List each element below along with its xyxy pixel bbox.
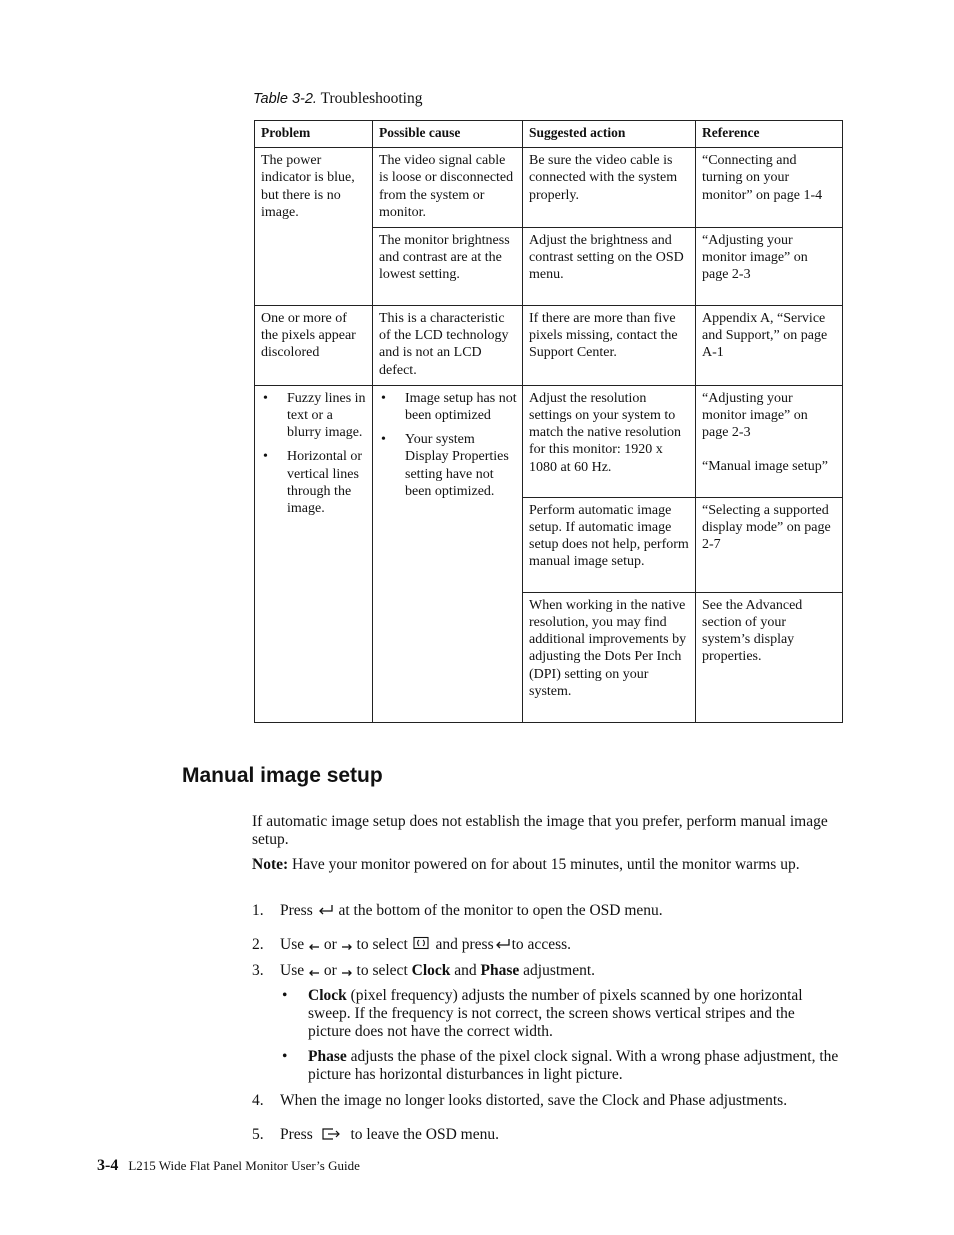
phase-bullet-term: Phase — [308, 1048, 347, 1065]
header-reference: Reference — [696, 121, 843, 148]
table-row — [255, 385, 843, 497]
header-possible-cause: Possible cause — [373, 121, 523, 148]
step-number: 3. — [252, 962, 264, 979]
reference-cell: “Connecting and turning on your monitor” on page 1-4 — [696, 148, 843, 228]
clock-bullet-term: Clock — [308, 987, 347, 1004]
reference-cell: “Adjusting your monitor image” on page 2-3 — [696, 228, 843, 306]
cause-list — [379, 390, 517, 500]
table-caption-text: Troubleshooting — [320, 90, 423, 107]
troubleshooting-table — [254, 120, 843, 723]
step-number: 5. — [252, 1126, 264, 1143]
table-row — [255, 306, 843, 386]
table-row — [255, 148, 843, 228]
enter-icon — [494, 937, 512, 956]
reference-cell: Appendix A, “Service and Support,” on page A-1 — [696, 306, 843, 386]
step-text: Press — [280, 1126, 313, 1143]
reference-cell: “Selecting a supported display mode” on page 2-7 — [696, 497, 843, 592]
clock-bullet-text: (pixel frequency) adjusts the number of pixels scanned by one horizontal sweep. If the frequency is not correct, the screen shows vertical stripes and the picture does not have the correct width. — [308, 987, 803, 1040]
step-text: Use — [280, 962, 305, 979]
cause-cell: This is a characteristic of the LCD technology and is not an LCD defect. — [373, 306, 523, 386]
step-text: to select — [356, 962, 408, 979]
problem-cell — [255, 385, 373, 722]
right-arrow-icon — [341, 938, 353, 956]
phase-bullet-text: adjusts the phase of the pixel clock signal. With a wrong phase adjustment, the picture has horizontal disturbances in light picture. — [308, 1048, 839, 1083]
step-text: at the bottom of the monitor to open the OSD menu. — [338, 902, 663, 919]
table-caption — [253, 90, 423, 108]
action-cell: When working in the native resolution, you may find additional improvements by adjusting the Dots Per Inch (DPI) setting on your system. — [523, 592, 696, 722]
reference-text: “Adjusting your monitor image” on page 2-3 — [702, 390, 808, 441]
step-number: 2. — [252, 936, 264, 953]
phase-term: Phase — [480, 962, 520, 979]
table-header-row — [255, 121, 843, 148]
problem-cell: One or more of the pixels appear discolored — [255, 306, 373, 386]
reference-cell: See the Advanced section of your system’s display properties. — [696, 592, 843, 722]
clock-term: Clock — [411, 962, 451, 979]
list-item: • Your system Display Properties setting have not been optimized. — [379, 431, 517, 500]
exit-icon — [321, 1127, 343, 1146]
note-label: Note: — [252, 856, 289, 873]
step-text: to access. — [511, 936, 572, 953]
cause-cell — [373, 385, 523, 722]
step-text: or — [323, 962, 337, 979]
image-setup-icon — [412, 936, 432, 956]
step-text: to select — [356, 936, 408, 953]
left-arrow-icon — [308, 964, 320, 982]
problem-list — [261, 390, 367, 517]
step-text: to leave the OSD menu. — [350, 1126, 499, 1143]
step-text: or — [323, 936, 337, 953]
page-number: 3-4 — [97, 1157, 119, 1174]
intro-paragraph: If automatic image setup does not establish the image that you prefer, perform manual image setup. — [252, 813, 828, 848]
step-number: 4. — [252, 1092, 264, 1109]
action-cell: Adjust the brightness and contrast setting on the OSD menu. — [523, 228, 696, 306]
header-suggested-action: Suggested action — [523, 121, 696, 148]
problem-cell: The power indicator is blue, but there is no image. — [255, 148, 373, 306]
list-item: • Horizontal or vertical lines through the image. — [261, 448, 367, 517]
list-item: • Image setup has not been optimized — [379, 390, 517, 424]
step-number: 1. — [252, 902, 264, 919]
action-cell: Adjust the resolution settings on your system to match the native resolution for this monitor: 1920 x 1080 at 60 Hz. — [523, 385, 696, 497]
left-arrow-icon — [308, 938, 320, 956]
page-footer — [97, 1157, 360, 1175]
step-text: and — [454, 962, 477, 979]
action-cell: Be sure the video cable is connected with the system properly. — [523, 148, 696, 228]
header-problem: Problem — [255, 121, 373, 148]
table-caption-label: Table 3-2. — [253, 91, 317, 107]
reference-text: “Manual image setup” — [702, 459, 828, 475]
cause-cell: The video signal cable is loose or disconnected from the system or monitor. — [373, 148, 523, 228]
note-paragraph — [252, 856, 847, 874]
section-heading: Manual image setup — [182, 764, 383, 787]
step-text: and press — [435, 936, 494, 953]
step-text: Press — [280, 902, 313, 919]
right-arrow-icon — [341, 964, 353, 982]
step-text: Use — [280, 936, 305, 953]
list-item: • Fuzzy lines in text or a blurry image. — [261, 390, 367, 442]
action-cell: Perform automatic image setup. If automatic image setup does not help, perform manual image setup. — [523, 497, 696, 592]
cause-cell: The monitor brightness and contrast are at the lowest setting. — [373, 228, 523, 306]
enter-icon — [317, 903, 335, 922]
step-text: When the image no longer looks distorted, save the Clock and Phase adjustments. — [280, 1092, 788, 1109]
step-text: adjustment. — [523, 962, 596, 979]
action-cell: If there are more than five pixels missing, contact the Support Center. — [523, 306, 696, 386]
document-title: L215 Wide Flat Panel Monitor User’s Guide — [128, 1158, 360, 1173]
reference-cell — [696, 385, 843, 497]
note-text: Have your monitor powered on for about 15 minutes, until the monitor warms up. — [288, 856, 800, 873]
